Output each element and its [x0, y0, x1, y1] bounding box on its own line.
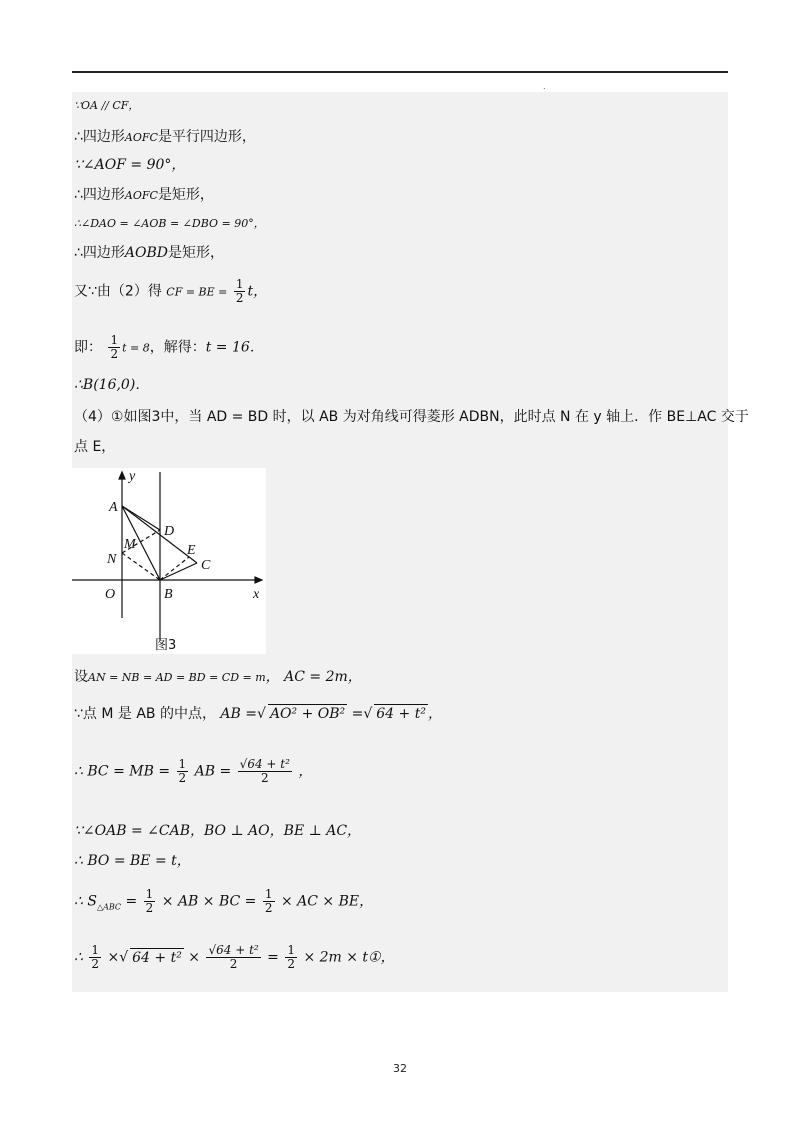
line-5: ∴∠DAO = ∠AOB = ∠DBO = 90°，: [74, 217, 265, 230]
fraction-half: $\frac{1}{2}$: [110, 333, 119, 361]
geometry-diagram: [72, 468, 266, 654]
line-1: ∵OA // CF，: [74, 99, 140, 112]
fraction-half: $\frac{1}{2}$: [235, 277, 244, 305]
fraction-half: $\frac{1}{2}$: [145, 887, 154, 915]
sqrt-icon: √: [208, 943, 217, 957]
label-O: O: [105, 587, 116, 602]
header-rule: [72, 71, 728, 73]
line-13: ∵点 M 是 AB 的中点， AB =√ AO² + OB² =√ 64 + t² ，: [74, 706, 442, 722]
figure-3: [72, 468, 266, 654]
x-axis-arrow-icon: [255, 577, 262, 583]
line-6: ∴四边形AOBD是矩形，: [74, 245, 225, 261]
sqrt-icon: √: [119, 949, 129, 966]
line-8: 即： $\frac{1}{2}$ t = 8，解得：t = 16．: [74, 333, 264, 361]
line-16: ∴ BO = BE = t，: [74, 853, 191, 869]
label-A: A: [109, 500, 118, 515]
fraction-half: $\frac{1}{2}$: [91, 943, 100, 971]
line-12: 设AN = NB = AD = BD = CD = m， AC = 2m，: [74, 669, 362, 685]
label-x: x: [253, 587, 260, 602]
fraction-sqrt-over-two: $\frac{\text{√64 + t²}}{2}$: [208, 943, 259, 971]
page-number: 32: [393, 1062, 407, 1075]
segment-NB: [122, 553, 160, 580]
line-11: 点 E，: [74, 439, 116, 455]
label-E: E: [187, 543, 196, 558]
sqrt-icon: √: [239, 757, 248, 771]
sqrt-icon: √: [363, 706, 373, 722]
y-axis-arrow-icon: [119, 472, 125, 479]
label-B: B: [164, 587, 173, 602]
label-C: C: [201, 558, 211, 573]
sqrt-icon: √: [257, 706, 266, 722]
label-D: D: [164, 524, 175, 539]
fraction-half: $\frac{1}{2}$: [264, 887, 273, 915]
label-y: y: [129, 469, 136, 484]
line-18: ∴ $\frac{1}{2}$ ×√ 64 + t² × $\frac{\text{√64 + t²}}{2}$ = $\frac{1}{2}$ × 2m × t①，: [74, 943, 395, 971]
line-4: ∴四边形AOFC是矩形，: [74, 187, 214, 203]
label-N: N: [107, 552, 117, 567]
fraction-sqrt-over-two: $\frac{\text{√64 + t²}}{2}$: [239, 757, 290, 785]
header-dot: .: [543, 82, 546, 91]
figure-caption: 图3: [155, 638, 177, 653]
line-10: （4）①如图3中，当 AD = BD 时，以 AB 为对角线可得菱形 ADBN，此时点 N 在 y 轴上．作 BE⊥AC 交于: [74, 409, 749, 425]
fraction-half: $\frac{1}{2}$: [287, 943, 295, 971]
fraction-half: $\frac{1}{2}$: [178, 757, 187, 785]
line-17: ∴ $S_{\triangle ABC}$ = $\frac{1}{2}$ × AB × BC = $\frac{1}{2}$ × AC × BE，: [74, 887, 374, 915]
line-15: ∵∠OAB = ∠CAB，BO ⊥ AO，BE ⊥ AC，: [74, 823, 362, 839]
line-7: 又∵由（2）得 CF = BE = $\frac{1}{2}$ t，: [74, 277, 268, 305]
line-14: ∴ BC = MB = $\frac{1}{2}$ AB = $\frac{\text{√64 + t²}}{2}$ ，: [74, 757, 313, 785]
line-9: ∴B(16,0)．: [74, 377, 150, 393]
label-M: M: [124, 537, 136, 552]
line-2: ∴四边形AOFC是平行四边形，: [74, 129, 256, 145]
line-3: ∵∠AOF = 90°，: [74, 157, 186, 173]
